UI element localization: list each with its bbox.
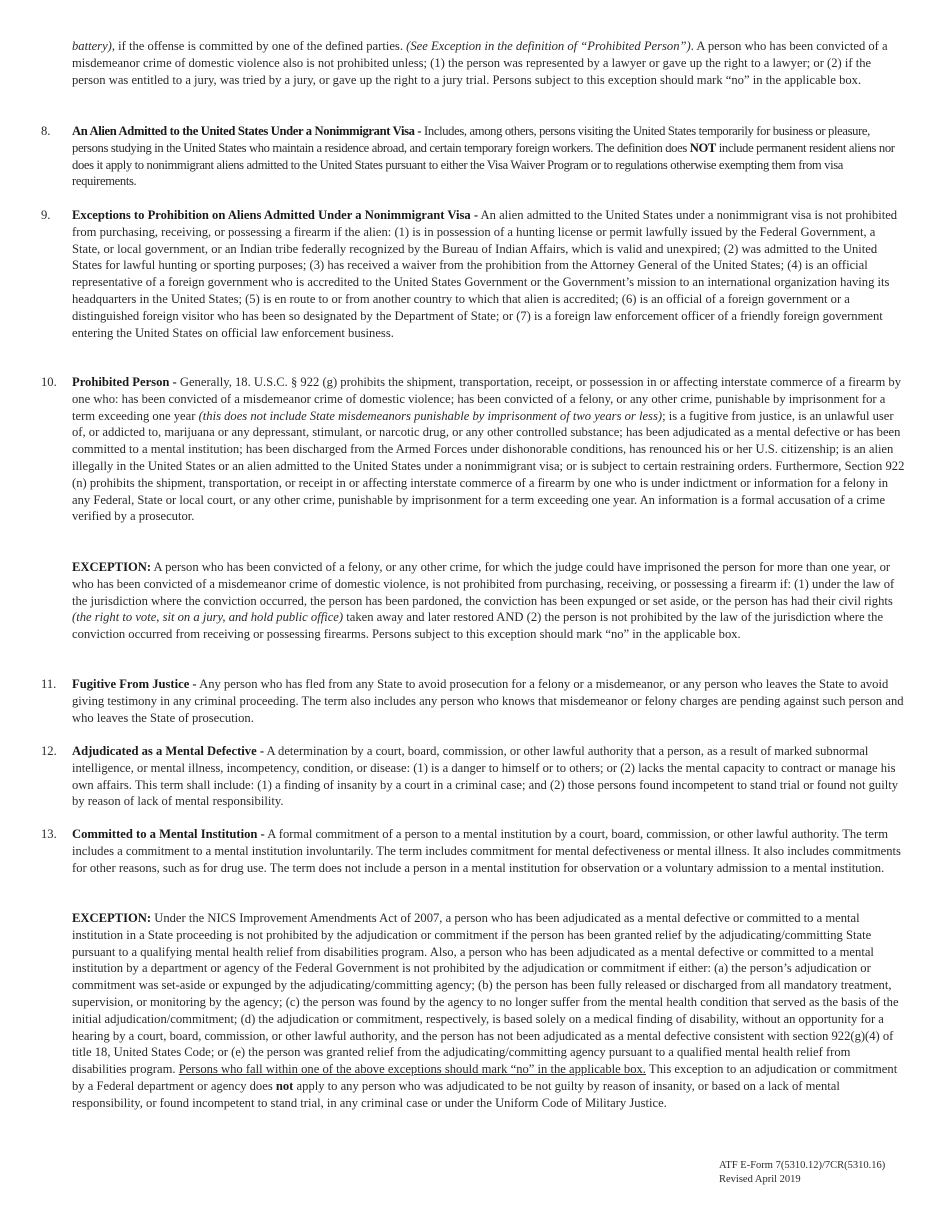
item-number-8: 8. bbox=[41, 124, 51, 138]
item-13-mental-institution: Committed to a Mental Institution - A formal commitment of a person to a mental institution by a court, board, commission, or other lawful authority. The term includes a commitment to a mental institution involuntarily. The term includes commitment for mental defectiveness or mental illness. It also includes commitments for other reasons, such as for drug use. The term does not include a person in a mental institution for observation or a voluntary admission to a mental institution. bbox=[72, 827, 901, 875]
form-id: ATF E-Form 7(5310.12)/7CR(5310.16) bbox=[719, 1160, 886, 1171]
item-10-exception: EXCEPTION: A person who has been convicted of a felony, or any other crime, for which the judge could have imprisoned the person for more than one year, or who has been convicted of a misdemeanor crime of domestic violence, is not prohibited from purchasing, receiving, or possessing a firearm if: (1) under the law of the jurisdiction where the conviction occurred, the person has been pardoned, the conviction has been expunged or set aside, or the person has had their civil rights (the right to vote, sit on a jury, and hold public office) taken away and later restored AND (2) the person is not prohibited by the law of the jurisdiction where the conviction occurred from receiving or possessing firearms. Persons subject to this exception should mark “no” in the applicable box. bbox=[72, 560, 895, 642]
form-footer bbox=[719, 1159, 885, 1186]
item-13-exception: EXCEPTION: Under the NICS Improvement Amendments Act of 2007, a person who has been adjudicated as a mental defective or committed to a mental institution in a State proceeding is not prohibited by the adjudication or commitment if the person has been granted relief by the adjudicating/committing State pursuant to a qualifying mental health relief from disabilities program. Also, a person who has been adjudicated as a mental defective or committed to a mental institution by a department or agency of the Federal Government is not prohibited by the adjudication or commitment if either: (a) the person’s adjudication or commitment was set-aside or expunged by the adjudicating/committing agency; (b) the person has been fully released or discharged from all mandatory treatment, supervision, or monitoring by the agency; (c) the person was found by the agency to no longer suffer from the mental health condition that served as the basis of the initial adjudication/commitment; (d) the adjudication or commitment, respectively, is based solely on a medical finding of disability, without an opportunity for a hearing by a court, board, commission, or other lawful authority, and the person has not been adjudicated as a mental defective consistent with section 922(g)(4) of title 18, United States Code; or (e) the person was granted relief from the adjudicating/committing agency pursuant to a qualified mental health relief from disabilities program. Persons who fall within one of the above exceptions should mark “no” in the applicable box. This exception to an adjudication or commitment by a Federal department or agency does not apply to any person who was adjudicated to be not guilty by reason of insanity, or based on a lack of mental responsibility, or found incompetent to stand trial, in any criminal case or under the Uniform Code of Military Justice. bbox=[72, 911, 899, 1110]
item-number-9: 9. bbox=[41, 208, 51, 222]
item-8-nonimmigrant-visa: An Alien Admitted to the United States Under a Nonimmigrant Visa - Includes, among others, persons visiting the United States temporarily for business or pleasure, persons studying in the United States who maintain a residence abroad, and certain temporary foreign workers. The definition does NOT include permanent resident aliens nor does it apply to nonimmigrant aliens admitted to the United States pursuant to either the Visa Waiver Program or to regulations otherwise exempting them from visa requirements. bbox=[72, 124, 895, 189]
intro-paragraph: battery), if the offense is committed by one of the defined parties. (See Exception in the definition of “Prohibited Person”). A person who has been convicted of a misdemeanor crime of domestic violence also is not prohibited unless; (1) the person was represented by a lawyer or gave up the right to a lawyer; or (2) if the person was entitled to a jury, was tried by a jury, or gave up the right to a jury trial. Persons subject to this exception should mark “no” in the applicable box. bbox=[72, 39, 888, 87]
item-number-12: 12. bbox=[41, 744, 57, 758]
item-12-mental-defective: Adjudicated as a Mental Defective - A determination by a court, board, commission, or other lawful authority that a person, as a result of marked subnormal intelligence, or mental illness, incompetency, condition, or disease: (1) is a danger to himself or to others; or (2) lacks the mental capacity to contract or manage his own affairs. This term shall include: (1) a finding of insanity by a court in a criminal case; and (2) those persons found incompetent to stand trial or found not guilty by reason of lack of mental responsibility. bbox=[72, 744, 898, 809]
item-number-10: 10. bbox=[41, 375, 57, 389]
item-number-13: 13. bbox=[41, 827, 57, 841]
item-number-11: 11. bbox=[41, 677, 57, 691]
revision-date: Revised April 2019 bbox=[719, 1173, 801, 1185]
item-9-exceptions-nonimmigrant: Exceptions to Prohibition on Aliens Admitted Under a Nonimmigrant Visa - An alien admitted to the United States under a nonimmigrant visa is not prohibited from purchasing, receiving, or possessing a firearm if the alien: (1) is in possession of a hunting license or permit lawfully issued by the Federal Government, a State, or local government, or an Indian tribe federally recognized by the Bureau of Indian Affairs, which is valid and unexpired; (2) was admitted to the United States for lawful hunting or sporting purposes; (3) has received a waiver from the prohibition from the Attorney General of the United States; (4) is an official representative of a foreign government who is accredited to the United States Government or the Government’s mission to an international organization having its headquarters in the United States; (5) is en route to or from another country to which that alien is accredited; (6) is an official of a foreign government or a distinguished foreign visitor who has been so designated by the Department of State; or (7) is a foreign law enforcement officer of a friendly foreign government entering the United States on official law enforcement business. bbox=[72, 208, 898, 340]
item-11-fugitive: Fugitive From Justice - Any person who has fled from any State to avoid prosecution for a felony or a misdemeanor, or any person who leaves the State to avoid giving testimony in any criminal proceeding. The term also includes any person who knows that misdemeanor or felony charges are pending against such person and who leaves the State of prosecution. bbox=[72, 677, 904, 725]
item-10-prohibited-person: Prohibited Person - Generally, 18. U.S.C. § 922 (g) prohibits the shipment, transportation, receipt, or possession in or affecting interstate commerce of a firearm by one who: has been convicted of a misdemeanor crime of domestic violence; has been convicted of a felony, or any other crime, punishable by imprisonment for a term exceeding one year (this does not include State misdemeanors punishable by imprisonment of two years or less); is a fugitive from justice, is an unlawful user of, or addicted to, marijuana or any depressant, stimulant, or narcotic drug, or any other controlled substance; has been adjudicated as a mental defective or has been committed to a mental institution; has been discharged from the Armed Forces under dishonorable conditions, has renounced his or her U.S. citizenship; is an alien illegally in the United States or an alien admitted to the United States under a nonimmigrant visa; or is subject to certain restraining orders. Furthermore, Section 922 (n) prohibits the shipment, transportation, or receipt in or affecting interstate commerce of a firearm by one who is under indictment or information for a felony in any Federal, State or local court, or any other crime, punishable by imprisonment for a term exceeding one year. An information is a formal accusation of a crime verified by a prosecutor. bbox=[72, 375, 905, 524]
